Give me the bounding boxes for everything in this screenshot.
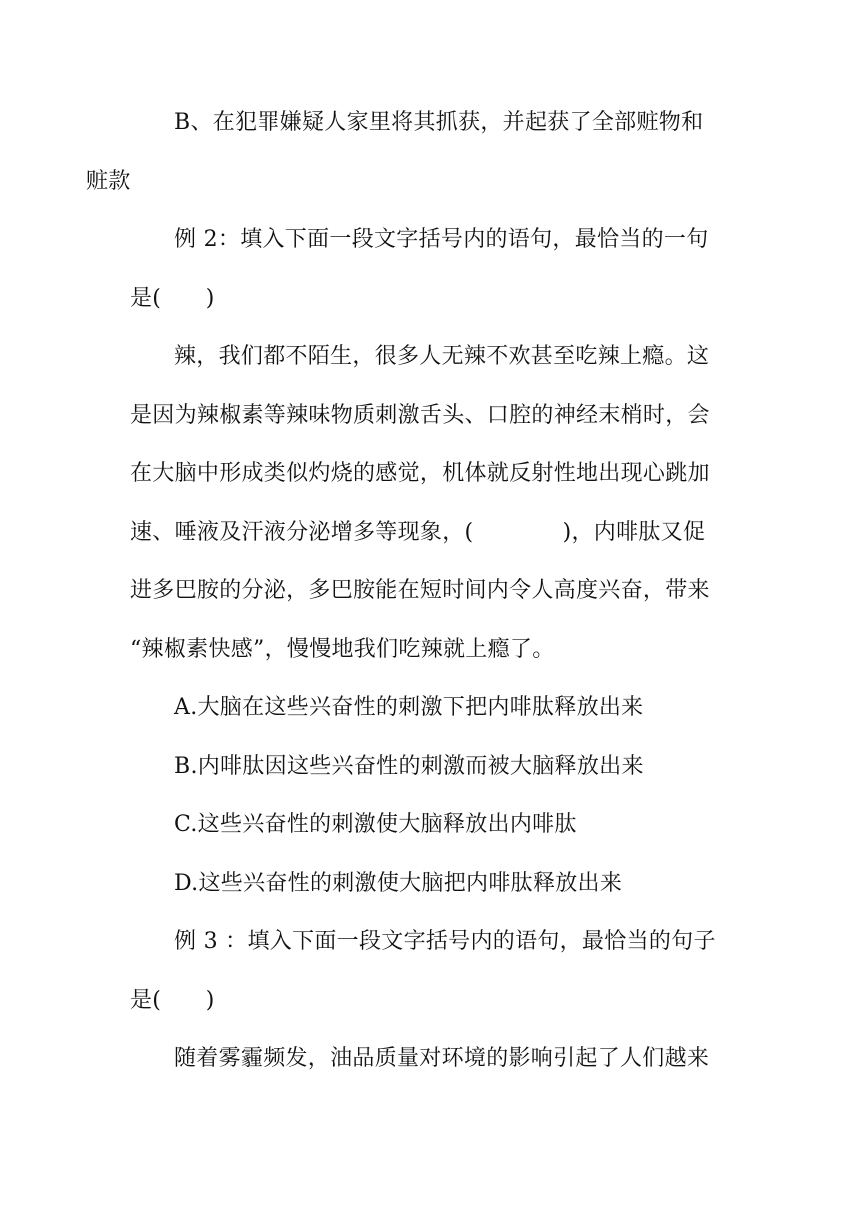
text-line: 是( ) [130,285,215,311]
text-line: 例 2：填入下面一段文字括号内的语句，最恰当的一句 [174,227,709,252]
text-line: C.这些兴奋性的刺激使大脑释放出内啡肽 [174,812,577,837]
text-line: B、在犯罪嫌疑人家里将其抓获，并起获了全部赃物和 [174,110,704,135]
example-3-passage [130,1030,730,1089]
text-line: 在大脑中形成类似灼烧的感觉，机体就反射性地出现心跳加 [130,461,710,486]
example-2-question [130,211,730,328]
answer-option-d [130,855,730,914]
text-line: 是( ) [130,987,215,1013]
text-line: 进多巴胺的分泌，多巴胺能在短时间内令人高度兴奋，带来 [130,578,710,603]
example-3-question [130,913,730,1030]
text-line: 赃款 [86,168,131,194]
text-line: 是因为辣椒素等辣味物质刺激舌头、口腔的神经末梢时，会 [130,402,710,428]
text-line: 例 3 ：填入下面一段文字括号内的语句，最恰当的句子 [174,929,716,954]
answer-option-c [130,796,730,855]
text-line: “辣椒素快感”，慢慢地我们吃辣就上瘾了。 [130,636,555,662]
text-line: D.这些兴奋性的刺激使大脑把内啡肽释放出来 [174,870,623,896]
answer-option-b-continued [86,94,730,211]
answer-option-a [130,679,730,738]
answer-option-b [130,738,730,797]
document-page [86,94,730,1089]
text-line: 辣，我们都不陌生，很多人无辣不欢甚至吃辣上瘾。这 [174,344,710,369]
example-2-passage [130,328,730,679]
text-line: A.大脑在这些兴奋性的刺激下把内啡肽释放出来 [174,695,644,720]
text-line: 随着雾霾频发，油品质量对环境的影响引起了人们越来 [174,1046,710,1071]
text-line: 速、唾液及汗液分泌增多等现象，( )，内啡肽又促 [130,519,706,545]
text-line: B.内啡肽因这些兴奋性的刺激而被大脑释放出来 [174,753,644,779]
